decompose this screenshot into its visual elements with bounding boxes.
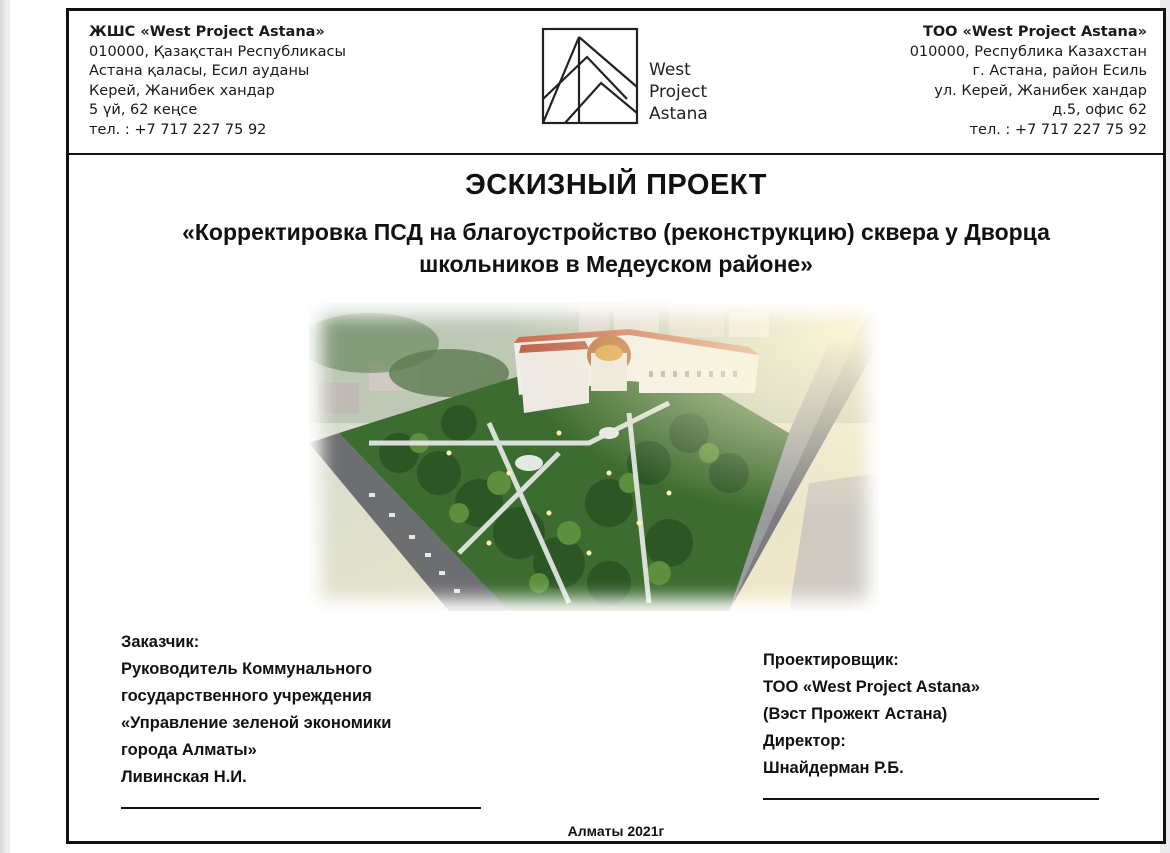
phone-line: тел. : +7 717 227 75 92 <box>969 121 1147 138</box>
customer-line: Руководитель Коммунального <box>121 660 373 678</box>
org-name-ru: ТОО «West Project Astana» <box>922 24 1147 40</box>
document-frame <box>66 8 1166 844</box>
letterhead-right-ru <box>910 23 1147 140</box>
document-page <box>10 0 1160 853</box>
aerial-render-park-palace-icon <box>309 303 879 611</box>
designer-signature-line <box>763 782 1099 800</box>
designer-signatory: Шнайдерман Р.Б. <box>763 759 904 777</box>
designer-label: Проектировщик: <box>763 651 899 669</box>
org-name-kz: ЖШС «West Project Astana» <box>89 24 325 40</box>
company-logo <box>541 27 721 131</box>
place-and-year: Алматы 2021г <box>567 823 665 839</box>
west-project-logo-mark-icon <box>541 27 641 127</box>
customer-line: города Алматы» <box>121 741 257 759</box>
logo-word: Project <box>649 82 708 102</box>
address-line: Керей, Жанибек хандар <box>89 82 275 99</box>
customer-line: государственного учреждения <box>121 687 372 705</box>
project-name-line: школьников в Медеуском районе» <box>419 251 813 277</box>
address-line: 010000, Республика Казахстан <box>909 43 1147 60</box>
customer-block <box>121 629 481 809</box>
logo-wordmark <box>649 59 708 125</box>
address-line: г. Астана, район Есиль <box>972 63 1147 79</box>
address-line: д.5, офис 62 <box>1052 102 1147 118</box>
customer-signature-line <box>121 791 481 809</box>
designer-line: Директор: <box>763 732 846 750</box>
designer-block <box>763 647 1099 800</box>
letterhead-left-kz <box>89 23 346 140</box>
page-edge <box>0 0 8 853</box>
address-line: 5 үй, 62 кеңсе <box>89 102 198 118</box>
aerial-render-image <box>309 303 879 611</box>
designer-line: (Вэст Прожект Астана) <box>763 705 948 723</box>
address-line: 010000, Қазақстан Республикасы <box>89 43 346 60</box>
letterhead <box>69 11 1163 155</box>
customer-signatory: Ливинская Н.И. <box>121 768 247 786</box>
document-title: ЭСКИЗНЫЙ ПРОЕКТ <box>465 169 767 201</box>
customer-line: «Управление зеленой экономики <box>121 714 392 732</box>
designer-line: ТОО «West Project Astana» <box>763 678 980 696</box>
customer-label: Заказчик: <box>121 633 200 651</box>
project-name <box>99 216 1133 280</box>
logo-word: West <box>649 60 691 80</box>
address-line: ул. Керей, Жанибек хандар <box>934 82 1147 99</box>
project-name-line: «Корректировка ПСД на благоустройство (реконструкцию) сквера у Дворца <box>182 219 1050 245</box>
address-line: Астана қаласы, Есил ауданы <box>89 63 310 79</box>
logo-word: Astana <box>649 104 708 124</box>
phone-line: тел. : +7 717 227 75 92 <box>89 121 267 138</box>
